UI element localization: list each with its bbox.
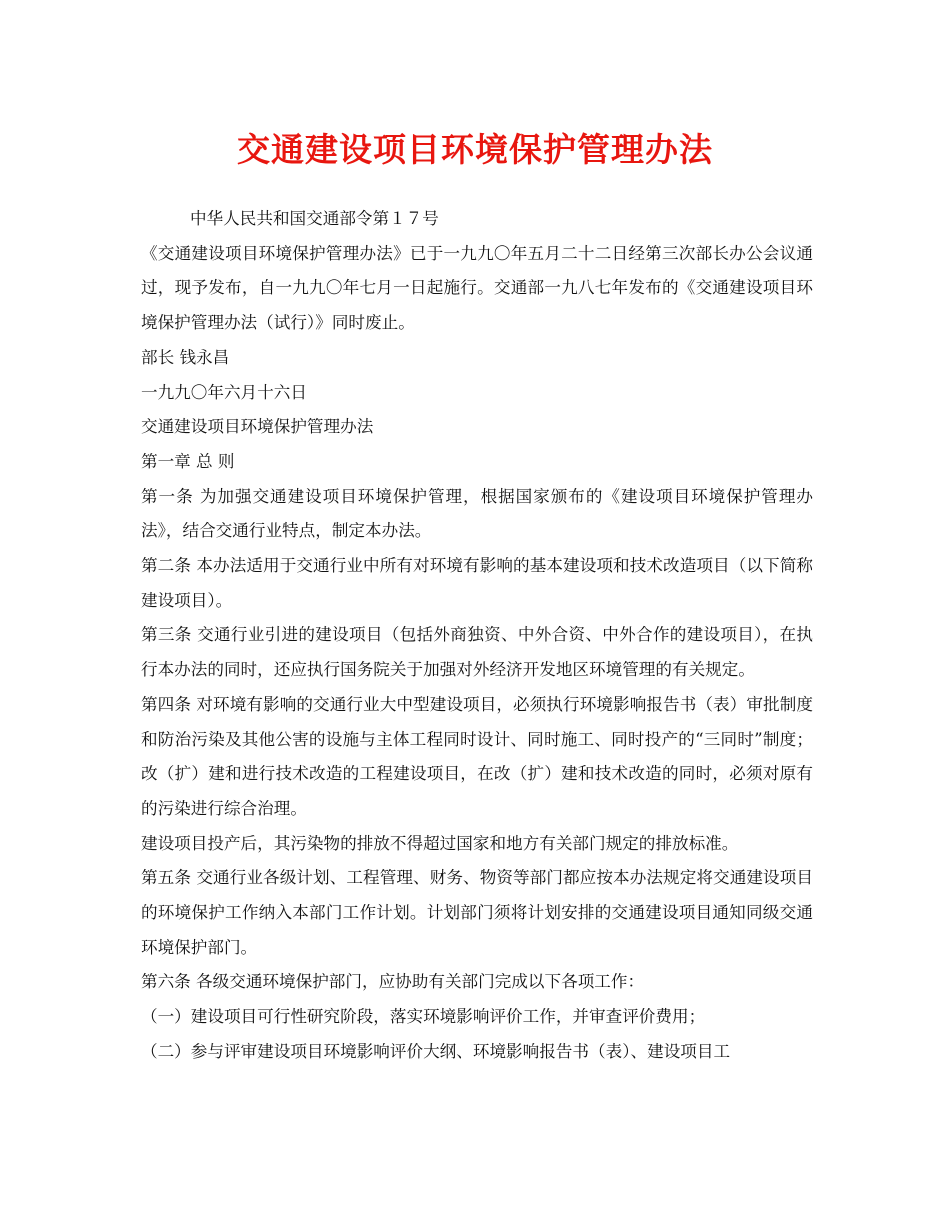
decree-number: 中华人民共和国交通部令第１７号	[190, 209, 439, 228]
article-paragraph: 建设项目投产后，其污染物的排放不得超过国家和地方有关部门规定的排放标准。	[141, 833, 739, 853]
regulation-heading: 交通建设项目环境保护管理办法	[141, 417, 374, 437]
article-paragraph: 第二条 本办法适用于交通行业中所有对环境有影响的基本建设项和技术改造项目（以下简称建设项目）。	[141, 556, 813, 610]
article-paragraph: 第一条 为加强交通建设项目环境保护管理，根据国家颁布的《建设项目环境保护管理办法》，结合交通行业特点，制定本办法。	[141, 486, 813, 541]
document-title: 交通建设项目环境保护管理办法	[237, 130, 713, 169]
article-paragraph: 第四条 对环境有影响的交通行业大中型建设项目，必须执行环境影响报告书（表）审批制度和防治污染及其他公害的设施与主体工程同时设计、同时施工、同时投产的“三同时”制度；改（扩）建和进行技术改造的工程建设项目，在改（扩）建和技术改造的同时，必须对原有的污染进行综合治理。	[141, 694, 813, 818]
issue-date: 一九九〇年六月十六日	[141, 382, 307, 402]
article-paragraph: 第五条 交通行业各级计划、工程管理、财务、物资等部门都应按本办法规定将交通建设项目的环境保护工作纳入本部门工作计划。计划部门须将计划安排的交通建设项目通知同级交通环境保护部门。	[141, 868, 813, 957]
article-paragraph: 第三条 交通行业引进的建设项目（包括外商独资、中外合资、中外合作的建设项目），在执行本办法的同时，还应执行国务院关于加强对外经济开发地区环境管理的有关规定。	[141, 625, 813, 680]
decree-announcement: 《交通建设项目环境保护管理办法》已于一九九〇年五月二十二日经第三次部长办公会议通过，现予发布，自一九九〇年七月一日起施行。交通部一九八七年发布的《交通建设项目环境保护管理办法（试行）》同时废止。	[141, 243, 813, 333]
list-item: （二）参与评审建设项目环境影响评价大纲、环境影响报告书（表）、建设项目工	[141, 1041, 731, 1061]
minister-signature: 部长 钱永昌	[141, 347, 230, 367]
document-body	[141, 202, 813, 1070]
chapter-heading: 第一章 总 则	[141, 451, 235, 471]
list-item: （一）建设项目可行性研究阶段，落实环境影响评价工作，并审查评价费用；	[141, 1007, 706, 1027]
article-paragraph: 第六条 各级交通环境保护部门，应协助有关部门完成以下各项工作：	[141, 972, 645, 992]
